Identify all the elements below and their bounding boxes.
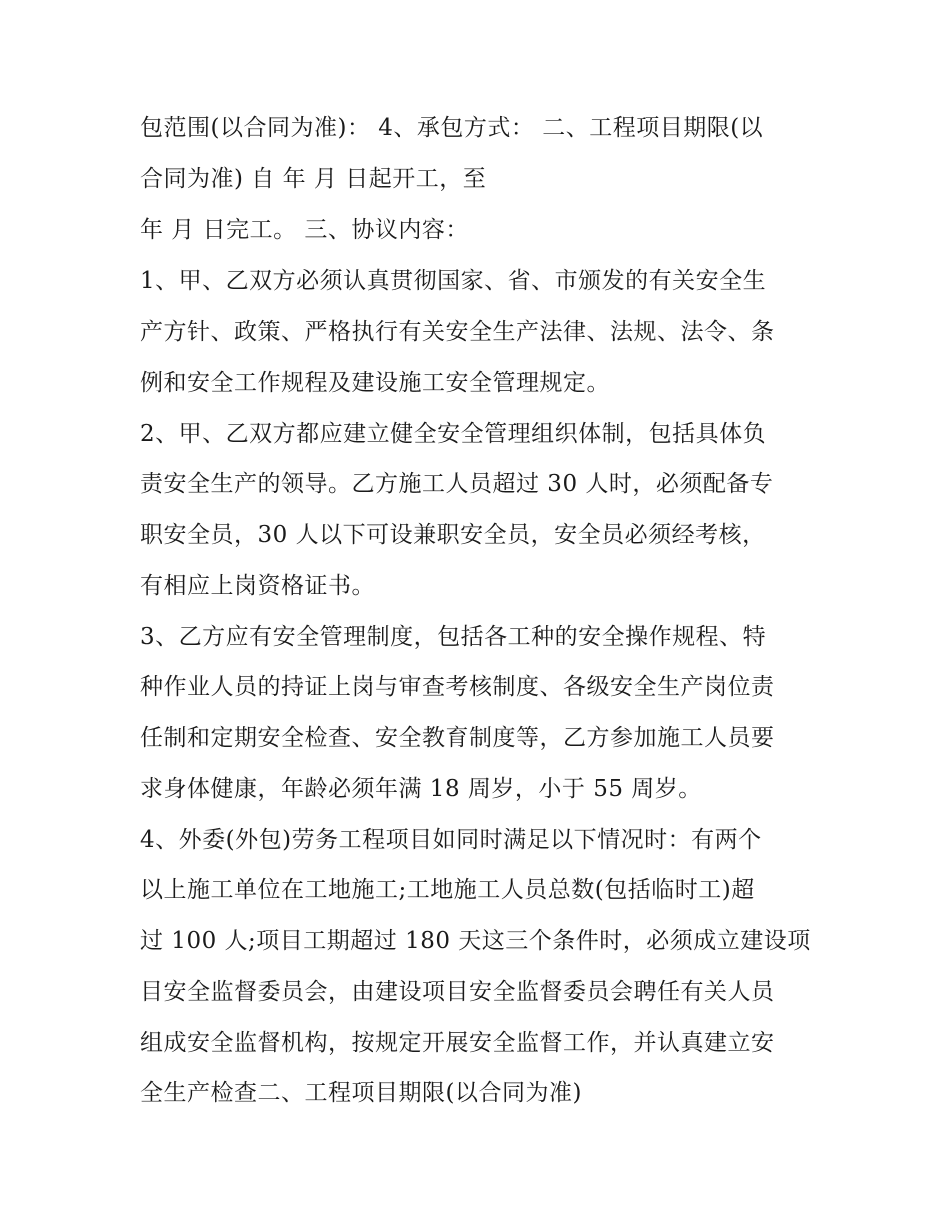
text-line: 1、甲、乙双方必须认真贯彻国家、省、市颁发的有关安全生 — [140, 268, 767, 294]
text-line: 有相应上岗资格证书。 — [140, 573, 375, 599]
text-line: 种作业人员的持证上岗与审查考核制度、各级安全生产岗位责 — [140, 674, 775, 700]
text-line: 目安全监督委员会，由建设项目安全监督委员会聘任有关人员 — [140, 979, 775, 1005]
text-line: 全生产检查二、工程项目期限(以合同为准) — [140, 1080, 582, 1106]
text-line: 职安全员，30 人以下可设兼职安全员，安全员必须经考核， — [140, 522, 766, 548]
text-line: 任制和定期安全检查、安全教育制度等，乙方参加施工人员要 — [140, 725, 775, 751]
text-line: 2、甲、乙双方都应建立健全安全管理组织体制，包括具体负 — [140, 421, 767, 447]
text-line: 年 月 日完工。 三、协议内容： — [140, 217, 469, 243]
text-line: 以上施工单位在工地施工;工地施工人员总数(包括临时工)超 — [140, 877, 755, 903]
text-line: 组成安全监督机构，按规定开展安全监督工作，并认真建立安 — [140, 1030, 775, 1056]
text-line: 包范围(以合同为准)： 4、承包方式： 二、工程项目期限(以 — [140, 115, 764, 141]
text-line: 合同为准) 自 年 月 日起开工，至 — [140, 166, 487, 192]
text-line: 过 100 人;项目工期超过 180 天这三个条件时，必须成立建设项 — [140, 928, 811, 954]
text-line: 例和安全工作规程及建设施工安全管理规定。 — [140, 370, 610, 396]
text-line: 3、乙方应有安全管理制度，包括各工种的安全操作规程、特 — [140, 624, 767, 650]
text-line: 4、外委(外包)劳务工程项目如同时满足以下情况时：有两个 — [140, 827, 762, 853]
text-line: 产方针、政策、严格执行有关安全生产法律、法规、法令、条 — [140, 319, 775, 345]
text-line: 求身体健康，年龄必须年满 18 周岁，小于 55 周岁。 — [140, 776, 702, 802]
text-line: 责安全生产的领导。乙方施工人员超过 30 人时，必须配备专 — [140, 471, 774, 497]
